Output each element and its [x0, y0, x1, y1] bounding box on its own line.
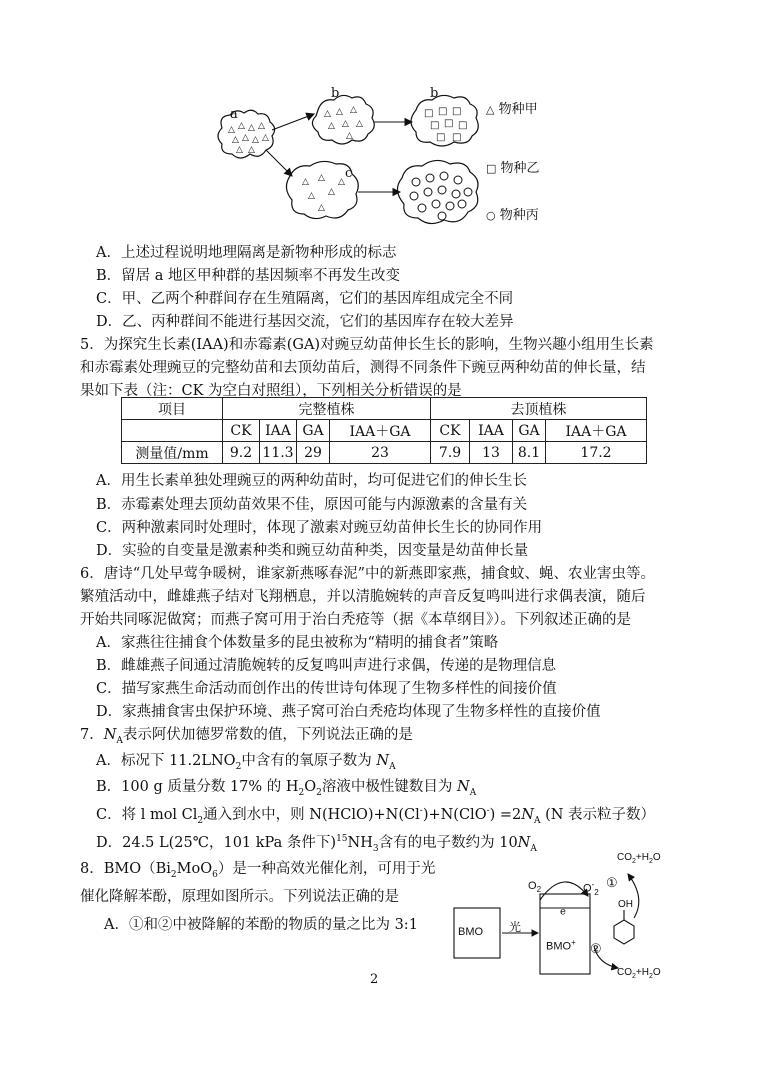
photocatalysis-diagram — [448, 846, 708, 986]
q7-stem: 7．$N_A$表示阿伏加德罗常数的值，下列说法正确的是 — [80, 727, 413, 746]
svg-text:△: △ — [236, 145, 243, 155]
q6-option-c: C．描写家燕生命活动而创作出的传世诗句体现了生物多样性的间接价值 — [96, 681, 557, 697]
circle-2-label: ② — [590, 942, 602, 957]
svg-text:△: △ — [248, 145, 255, 155]
square-icon: □ — [486, 162, 497, 175]
q6-stem-line1: 6．唐诗“几处早莺争暖树，谁家新燕啄春泥”中的新燕即家燕，捕食蚊、蝇、农业害虫等。 — [80, 566, 656, 582]
table-col-header: GA — [297, 420, 330, 442]
svg-text:□: □ — [452, 132, 462, 143]
svg-text:△: △ — [346, 131, 353, 141]
table-row-label: 测量值/mm — [122, 442, 223, 464]
o2-arc — [540, 882, 588, 900]
product-bottom-label: $CO_2+H_2O$ — [617, 967, 661, 980]
q5-stem-line3: 果如下表（注：CK 为空白对照组），下列相关分析错误的是 — [80, 383, 462, 399]
q4-option-a: A．上述过程说明地理隔离是新物种形成的标志 — [96, 245, 397, 261]
table-cell: 17.2 — [546, 442, 647, 464]
q8-stem-line1: 8．$BMO(Bi_2MoO_6)$是一种高效光催化剂，可用于光 — [80, 861, 436, 880]
o2-right-label: $O^-_2$ — [583, 880, 599, 897]
arrow-a-to-b1 — [272, 114, 314, 130]
svg-text:△: △ — [258, 121, 265, 131]
bmo-plus-label: BMO+ — [546, 938, 576, 953]
svg-text:□: □ — [438, 106, 448, 117]
svg-text:△: △ — [324, 109, 331, 119]
svg-text:△: △ — [248, 123, 255, 133]
table-col-header: IAA＋GA — [546, 420, 647, 442]
svg-text:△: △ — [232, 135, 239, 145]
table-col-header: IAA＋GA — [330, 420, 431, 442]
svg-text:△: △ — [238, 121, 245, 131]
svg-text:△: △ — [328, 121, 335, 131]
q4-option-b: B．留居 a 地区甲种群的基因频率不再发生改变 — [96, 268, 401, 284]
page-number: 2 — [370, 972, 379, 987]
electron-label: e- — [560, 904, 569, 918]
q8-option-a: A．①和②中被降解的苯酚的物质的量之比为 3:1 — [104, 917, 418, 933]
svg-text:□: □ — [430, 120, 440, 131]
q6-stem-line3: 开始共同啄泥做窝；而燕子窝可用于治白秃疮等（据《本草纲目》）。下列叙述正确的是 — [80, 612, 631, 628]
table-cell: 7.9 — [431, 442, 470, 464]
svg-text:△: △ — [252, 135, 259, 145]
q6-option-a: A．家燕往往捕食个体数量多的昆虫被称为“精明的捕食者”策略 — [96, 635, 499, 651]
table-cell: 11.3 — [260, 442, 297, 464]
table-cell: 29 — [297, 442, 330, 464]
legend-species-c — [486, 204, 539, 223]
arrow-path-1 — [628, 874, 639, 918]
q4-option-d: D．乙、丙种群间不能进行基因交流，它们的基因库存在较大差异 — [96, 314, 514, 330]
q5-option-a: A．用生长素单独处理豌豆的两种幼苗时，均可促进它们的伸长生长 — [96, 473, 527, 489]
triangle-icon: △ — [486, 103, 495, 116]
q7-option-b: B．100 g 质量分数 17% 的 $H_2O_2$溶液中极性键数目为 $N_A$ — [96, 779, 477, 798]
table-cell: 8.1 — [513, 442, 546, 464]
svg-text:△: △ — [228, 125, 235, 135]
q5-stem-line1: 5．为探究生长素(IAA)和赤霉素(GA)对豌豆幼苗伸长生长的影响，生物兴趣小组用生长素 — [80, 337, 654, 353]
q5-data-table — [121, 397, 647, 464]
label-b1: b — [331, 86, 340, 101]
oh-label: OH — [618, 899, 633, 910]
table-col-header: CK — [223, 420, 260, 442]
q4-option-c: C．甲、乙两个种群间存在生殖隔离，它们的基因库组成完全不同 — [96, 291, 514, 307]
svg-text:△: △ — [338, 177, 345, 187]
q7-option-a: A．标况下 $11.2LNO_2$中含有的氧原子数为 $N_A$ — [96, 753, 396, 772]
svg-text:△: △ — [262, 133, 269, 143]
svg-text:□: □ — [452, 106, 462, 117]
q6-stem-line2: 繁殖活动中，雌雄燕子结对飞翔栖息，并以清脆婉转的声音反复鸣叫进行求偶表演，随后 — [80, 589, 646, 605]
table-col-header: GA — [513, 420, 546, 442]
q7-option-c: C．将 l mol $Cl_2$通入到水中，则 N(HClO)+N(Cl-)+N(ClO-) $=2N_A$ (N 表示粒子数） — [96, 806, 656, 826]
legend-label: 物种甲 — [498, 102, 538, 117]
circle-1-label: ① — [606, 876, 618, 891]
table-header-item: 项目 — [122, 398, 223, 420]
legend-label: 物种乙 — [500, 161, 540, 176]
island-c2 — [397, 160, 478, 223]
svg-text:△: △ — [318, 173, 325, 183]
table-cell: 13 — [470, 442, 513, 464]
legend-species-a — [486, 98, 538, 117]
q5-option-d: D．实验的自变量是激素种类和豌豆幼苗种类，因变量是幼苗伸长量 — [96, 543, 529, 559]
label-a: a — [230, 107, 238, 122]
circle-icon: ○ — [486, 209, 496, 222]
q5-option-c: C．两种激素同时处理时，体现了激素对豌豆幼苗伸长生长的协同作用 — [96, 520, 543, 536]
table-col-header: IAA — [260, 420, 297, 442]
light-label: 光 — [509, 920, 522, 934]
arrow-a-to-c1 — [266, 150, 292, 176]
table-col-header: IAA — [470, 420, 513, 442]
svg-text:△: △ — [336, 107, 343, 117]
svg-text:△: △ — [350, 105, 357, 115]
q7-option-d: D．24.5 L(25℃，101 kPa 条件下)$^{15}NH_3$含有的电子数约为 $10N_A$ — [96, 834, 537, 854]
benzene-ring — [614, 920, 634, 944]
svg-text:△: △ — [356, 119, 363, 129]
svg-text:△: △ — [242, 133, 249, 143]
svg-text:△: △ — [328, 187, 335, 197]
bmo-label: BMO — [458, 926, 484, 938]
table-cell: 23 — [330, 442, 431, 464]
o2-left-label: $O_2$ — [528, 880, 542, 895]
q5-option-b: B．赤霉素处理去顶幼苗效果不佳，原因可能与内源激素的含量有关 — [96, 497, 528, 513]
q6-option-b: B．雌雄燕子间通过清脆婉转的反复鸣叫声进行求偶，传递的是物理信息 — [96, 658, 557, 674]
table-cell: 9.2 — [223, 442, 260, 464]
product-top-label: $CO_2+H_2O$ — [617, 852, 661, 865]
q6-option-d: D．家燕捕食害虫保护环境、燕子窝可治白秃疮均体现了生物多样性的直接价值 — [96, 704, 601, 720]
svg-text:△: △ — [308, 191, 315, 201]
svg-text:□: □ — [444, 118, 454, 129]
svg-text:△: △ — [302, 177, 309, 187]
svg-text:□: □ — [458, 120, 468, 131]
q5-stem-line2: 和赤霉素处理豌豆的完整幼苗和去顶幼苗后，测得不同条件下豌豆两种幼苗的伸长量，结 — [80, 360, 646, 376]
label-c: c — [345, 166, 353, 181]
q8-stem-line2: 催化降解苯酚，原理如图所示。下列说法正确的是 — [80, 889, 399, 905]
legend-species-b — [486, 157, 540, 176]
table-group-intact: 完整植株 — [223, 398, 431, 420]
table-group-decapitated: 去顶植株 — [431, 398, 647, 420]
svg-text:□: □ — [436, 132, 446, 143]
svg-text:△: △ — [318, 203, 325, 213]
legend-label: 物种丙 — [499, 208, 539, 223]
label-b2: b — [430, 86, 439, 101]
table-col-header: CK — [431, 420, 470, 442]
svg-text:△: △ — [342, 119, 349, 129]
svg-text:□: □ — [424, 108, 434, 119]
